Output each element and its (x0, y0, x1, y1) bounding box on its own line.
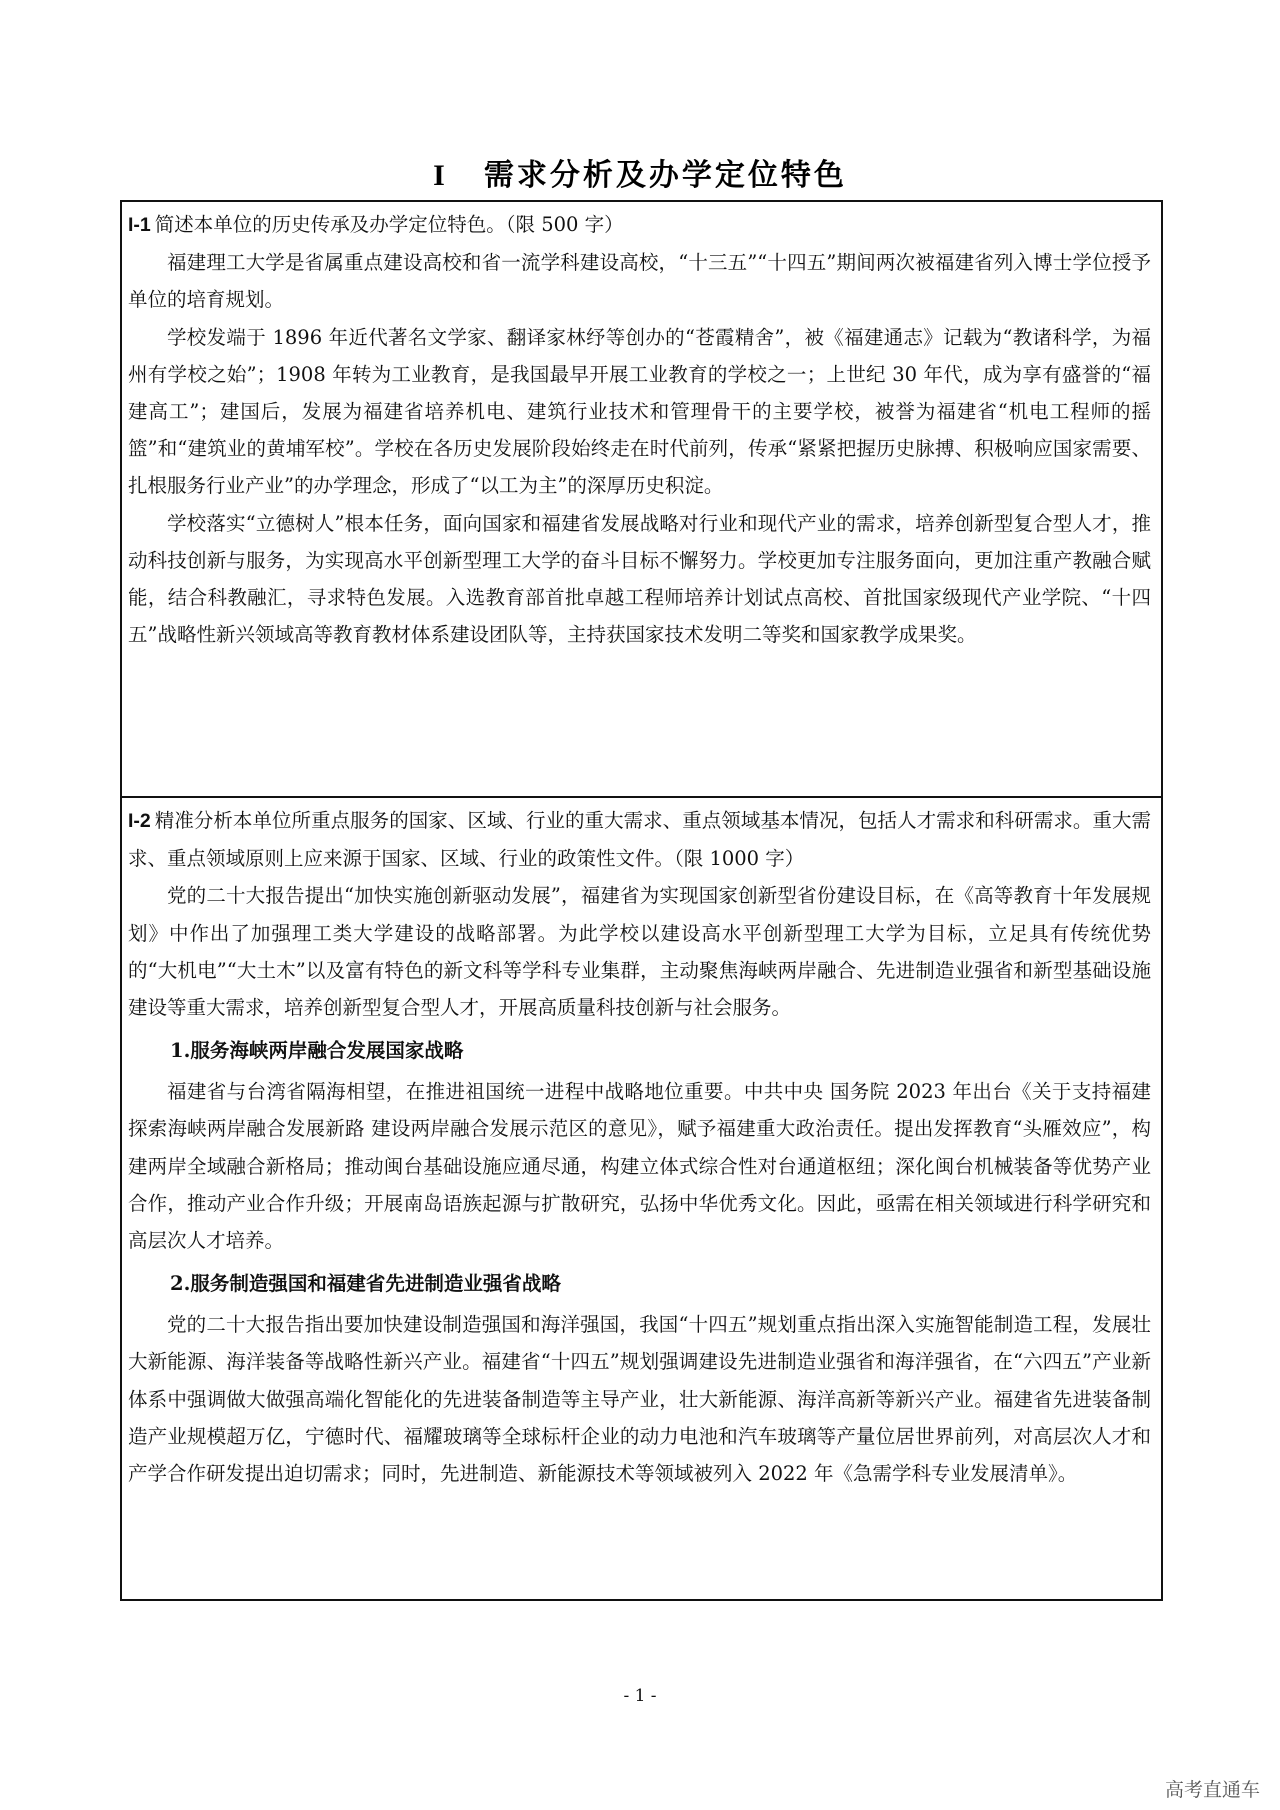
watermark: 高考直通车 (1164, 1779, 1260, 1801)
content-table (120, 200, 1163, 1601)
paragraph: 学校落实“立德树人”根本任务，面向国家和福建省发展战略对行业和现代产业的需求，培养创新型复合型人才，推动科技创新与服务，为实现高水平创新型理工大学的奋斗目标不懈努力。学校更加专注服务面向，更加注重产教融合赋能，结合科教融汇，寻求特色发展。入选教育部首批卓越工程师培养计划试点高校、首批国家级现代产业学院、“十四五”战略性新兴领域高等教育教材体系建设团队等，主持获国家技术发明二等奖和国家教学成果奖。 (128, 511, 1151, 647)
paragraph: 福建省与台湾省隔海相望，在推进祖国统一进程中战略地位重要。中共中央 国务院 2023 年出台《关于支持福建探索海峡两岸融合发展新路 建设两岸融合发展示范区的意见》，赋予福建重大政治责任。提出发挥教育“头雁效应”，构建两岸全域融合新格局；推动闽台基础设施应通尽通，构建立体式综合性对台通道枢纽；深化闽台机械装备等优势产业合作，推动产业合作升级；开展南岛语族起源与扩散研究，弘扬中华优秀文化。因此，亟需在相关领域进行科学研究和高层次人才培养。 (128, 1080, 1151, 1253)
section-title: 需求分析及办学定位特色 (483, 158, 847, 193)
section-i-1 (122, 202, 1161, 794)
question-text: 精准分析本单位所重点服务的国家、区域、行业的重大需求、重点领域基本情况，包括人才需求和科研需求。重大需求、重点领域原则上应来源于国家、区域、行业的政策性文件。（限 1000 字） (128, 809, 1151, 871)
page-number: - 1 - (623, 1686, 657, 1706)
question-text: 简述本单位的历史传承及办学定位特色。（限 500 字） (154, 213, 624, 236)
paragraph: 学校发端于 1896 年近代著名文学家、翻译家林纾等创办的“苍霞精舍”，被《福建通志》记载为“教诸科学，为福州有学校之始”；1908 年转为工业教育，是我国最早开展工业教育的学校之一；上世纪 30 年代，成为享有盛誉的“福建高工”；建国后，发展为福建省培养机电、建筑行业技术和管理骨干的主要学校，被誉为福建省“机电工程师的摇篮”和“建筑业的黄埔军校”。学校在各历史发展阶段始终走在时代前列，传承“紧紧把握历史脉搏、积极响应国家需要、扎根服务行业产业”的办学理念，形成了“以工为主”的深厚历史积淀。 (128, 325, 1151, 498)
page-title (0, 150, 1280, 194)
question-tag: I-1 (128, 214, 151, 236)
question-i-2 (128, 798, 1151, 877)
section-number: I (433, 159, 448, 192)
paragraph: 党的二十大报告提出“加快实施创新驱动发展”，福建省为实现国家创新型省份建设目标，在《高等教育十年发展规划》中作出了加强理工类大学建设的战略部署。为此学校以建设高水平创新型理工大学为目标，立足具有传统优势的“大机电”“大土木”以及富有特色的新文科等学科专业集群，主动聚焦海峡两岸融合、先进制造业强省和新型基础设施建设等重大需求，培养创新型复合型人才，开展高质量科技创新与社会服务。 (128, 884, 1151, 1020)
paragraph: 党的二十大报告指出要加快建设制造强国和海洋强国，我国“十四五”规划重点指出深入实施智能制造工程，发展壮大新能源、海洋装备等战略性新兴产业。福建省“十四五”规划强调建设先进制造业强省和海洋强省，在“六四五”产业新体系中强调做大做强高端化智能化的先进装备制造等主导产业，壮大新能源、海洋高新等新兴产业。福建省先进装备制造产业规模超万亿，宁德时代、福耀玻璃等全球标杆企业的动力电池和汽车玻璃等产量位居世界前列，对高层次人才和产学合作研发提出迫切需求；同时，先进制造、新能源技术等领域被列入 2022 年《急需学科专业发展清单》。 (128, 1313, 1151, 1486)
section-i-2 (122, 796, 1161, 1599)
paragraph: 福建理工大学是省属重点建设高校和省一流学科建设高校，“十三五”“十四五”期间两次被福建省列入博士学位授予单位的培育规划。 (128, 251, 1151, 312)
subheading: 1.服务海峡两岸融合发展国家战略 (170, 1039, 464, 1063)
question-tag: I-2 (128, 810, 151, 832)
subheading: 2.服务制造强国和福建省先进制造业强省战略 (170, 1272, 561, 1296)
question-i-1 (128, 202, 1151, 244)
